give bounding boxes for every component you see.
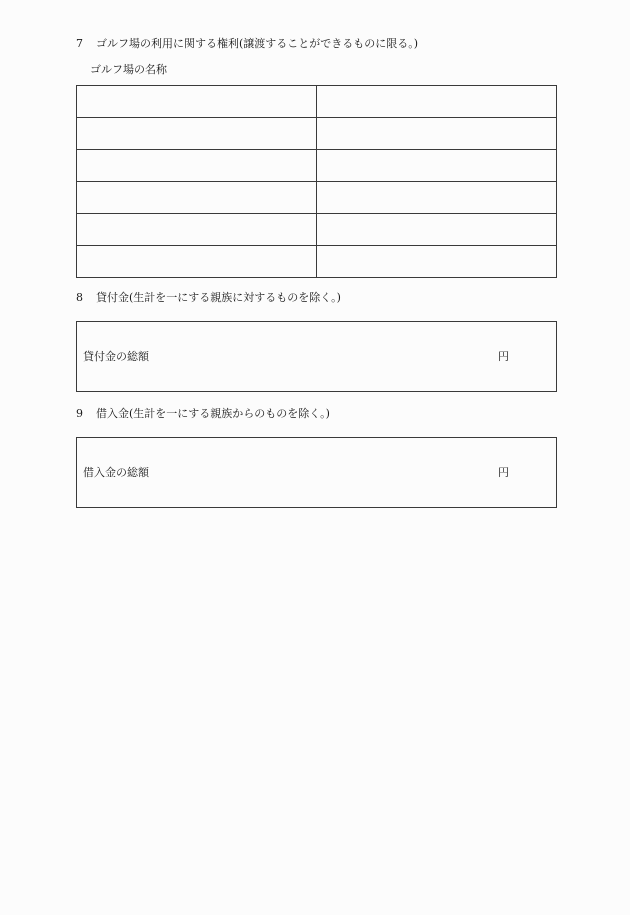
- golf-course-name-cell[interactable]: [77, 86, 317, 118]
- golf-course-name-cell[interactable]: [77, 150, 317, 182]
- section-8-heading: [76, 291, 341, 305]
- yen-unit-label: 円: [498, 466, 509, 479]
- section-8-title: 貸付金(生計を一にする親族に対するものを除く。): [96, 291, 341, 304]
- golf-course-detail-cell[interactable]: [317, 246, 557, 278]
- section-9-number: 9: [76, 407, 83, 420]
- loan-receivable-box[interactable]: [76, 321, 557, 392]
- golf-course-table: [76, 85, 557, 278]
- table-row: [77, 246, 557, 278]
- golf-course-detail-cell[interactable]: [317, 150, 557, 182]
- golf-course-detail-cell[interactable]: [317, 182, 557, 214]
- table-row: [77, 214, 557, 246]
- loan-receivable-total-label: 貸付金の総額: [83, 350, 149, 363]
- table-row: [77, 86, 557, 118]
- yen-unit-label: 円: [498, 350, 509, 363]
- golf-course-name-cell[interactable]: [77, 246, 317, 278]
- golf-course-detail-cell[interactable]: [317, 118, 557, 150]
- golf-course-name-cell[interactable]: [77, 214, 317, 246]
- table-row: [77, 118, 557, 150]
- golf-course-name-cell[interactable]: [77, 182, 317, 214]
- table-row: [77, 182, 557, 214]
- section-8-number: 8: [76, 291, 83, 304]
- section-7-number: 7: [76, 37, 83, 50]
- table-row: [77, 150, 557, 182]
- borrowing-total-label: 借入金の総額: [83, 466, 149, 479]
- section-9-heading: [76, 407, 330, 421]
- golf-course-detail-cell[interactable]: [317, 86, 557, 118]
- golf-course-name-cell[interactable]: [77, 118, 317, 150]
- section-7-heading: [76, 37, 418, 51]
- section-9-title: 借入金(生計を一にする親族からのものを除く。): [96, 407, 330, 420]
- section-7-title: ゴルフ場の利用に関する権利(譲渡することができるものに限る。): [96, 37, 419, 50]
- golf-course-name-label: ゴルフ場の名称: [90, 63, 167, 76]
- golf-course-detail-cell[interactable]: [317, 214, 557, 246]
- borrowing-box[interactable]: [76, 437, 557, 508]
